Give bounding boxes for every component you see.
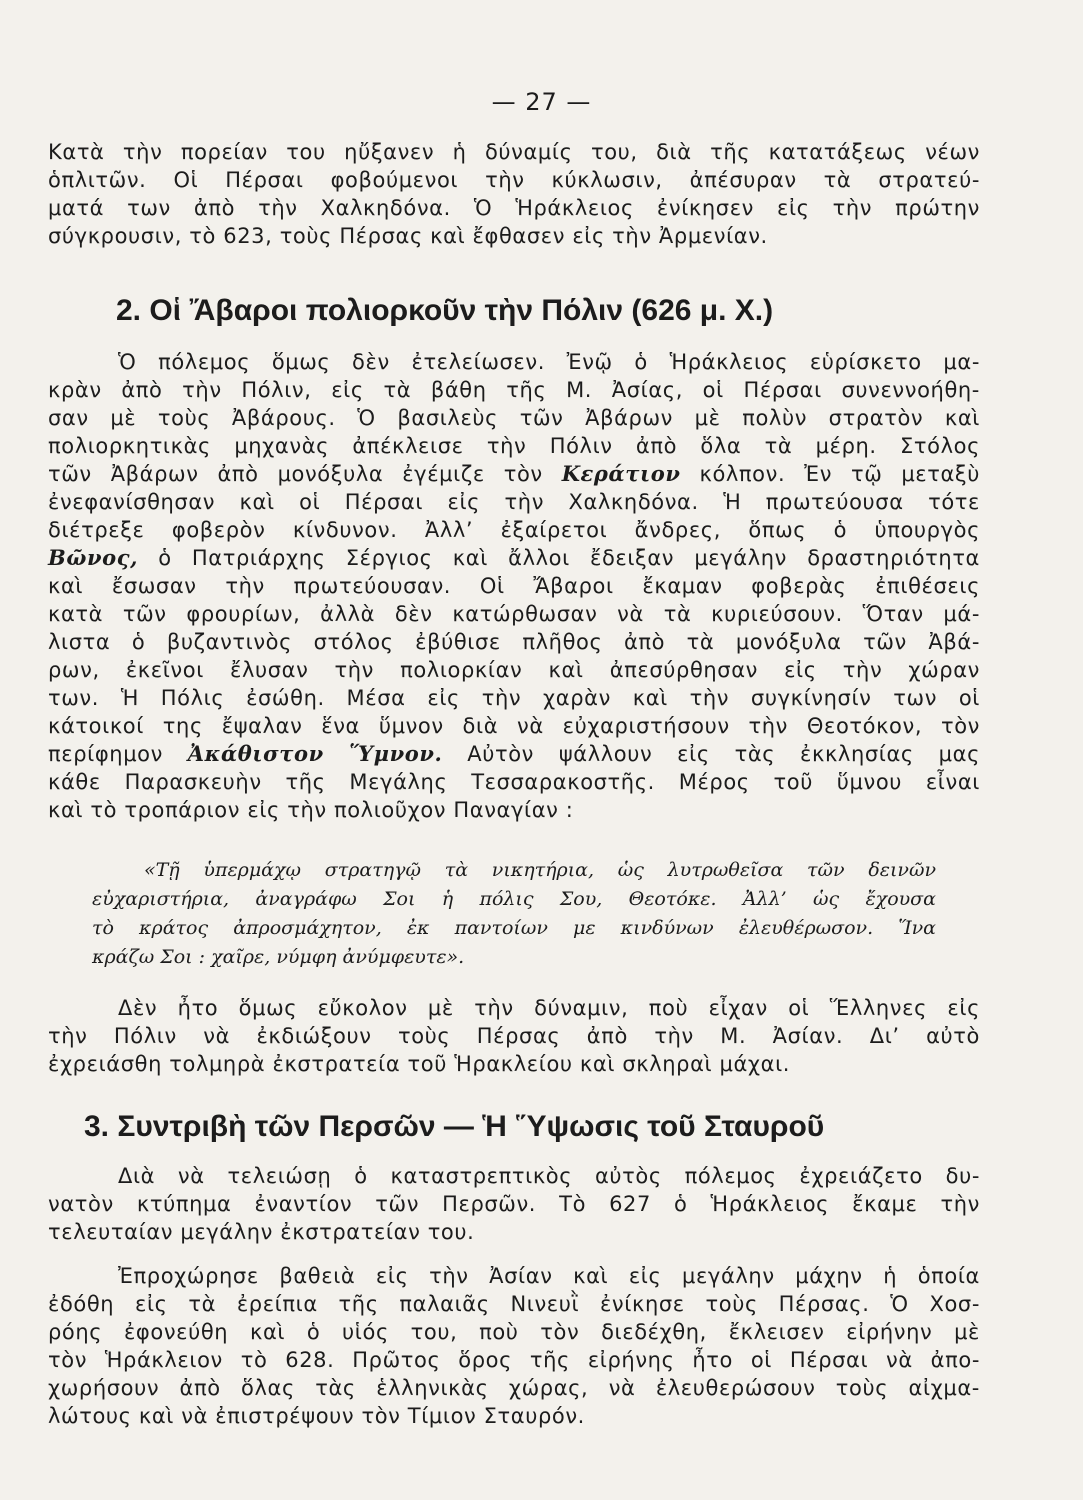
quote-line: κράζω Σοι : χαῖρε, νύμφη ἀνύμφευτε». (92, 946, 465, 968)
text-line: ἐχρειάσθη τολμηρὰ ἐκστρατεία τοῦ Ἡρακλείου καὶ σκληραὶ μάχαι. (48, 1052, 791, 1076)
text-line: ρων, ἐκεῖνοι ἔλυσαν τὴν πολιορκίαν καὶ ἀπεσύρθησαν εἰς τὴν χώραν (48, 658, 980, 682)
text-line: Ἐπροχώρησε βαθειὰ εἰς τὴν Ἀσίαν καὶ εἰς μεγάλην μάχην ἡ ὁποία (118, 1264, 980, 1288)
text-line: κατὰ τῶν φρουρίων, ἀλλὰ δὲν κατώρθωσαν νὰ τὰ κυριεύσουν. Ὅταν μά- (48, 602, 980, 626)
section-3-paragraph-2 (48, 1262, 980, 1430)
text-line: ἐδόθη εἰς τὰ ἐρείπια τῆς παλαιᾶς Νινευῒ ἐνίκησε τοὺς Πέρσας. Ὁ Χοσ- (48, 1292, 980, 1316)
text-line: κάτοικοί της ἔψαλαν ἕνα ὕμνον διὰ νὰ εὐχαριστήσουν τὴν Θεοτόκον, τὸν (48, 714, 980, 738)
text-line: ὁπλιτῶν. Οἱ Πέρσαι φοβούμενοι τὴν κύκλωσιν, ἀπέσυραν τὰ στρατεύ- (48, 168, 980, 192)
text-line: ματά των ἀπὸ τὴν Χαλκηδόνα. Ὁ Ἡράκλειος ἐνίκησεν εἰς τὴν πρώτην (48, 196, 980, 220)
text-line: χωρήσουν ἀπὸ ὅλας τὰς ἑλληνικὰς χώρας, νὰ ἐλευθερώσουν τοὺς αἰχμα- (48, 1376, 980, 1400)
text-line-with-emphasis (48, 460, 980, 488)
text-line: τὴν Πόλιν νὰ ἐκδιώξουν τοὺς Πέρσας ἀπὸ τὴν Μ. Ἀσίαν. Δι’ αὐτὸ (48, 1024, 980, 1048)
text-line: Κατὰ τὴν πορείαν του ηὔξανεν ἡ δύναμίς του, διὰ τῆς κατατάξεως νέων (48, 140, 980, 164)
text-line-with-emphasis (48, 544, 980, 572)
text-line: νατὸν κτύπημα ἐναντίον τῶν Περσῶν. Τὸ 627 ὁ Ἡράκλειος ἔκαμε τὴν (48, 1192, 980, 1216)
text-line: των. Ἡ Πόλις ἐσώθη. Μέσα εἰς τὴν χαρὰν καὶ τὴν συγκίνησίν των οἱ (48, 686, 980, 710)
section-3-paragraph-1 (48, 1162, 980, 1246)
text-line: σύγκρουσιν, τὸ 623, τοὺς Πέρσας καὶ ἔφθασεν εἰς τὴν Ἀρμενίαν. (48, 224, 768, 248)
line-text: κόλπον. Ἐν τῷ μεταξὺ (680, 462, 980, 486)
hymn-quote (92, 856, 936, 972)
text-line-with-emphasis (48, 740, 980, 768)
text-line: διέτρεξε φοβερὸν κίνδυνον. Ἀλλ’ ἐξαίρετοι ἄνδρες, ὅπως ὁ ὑπουργὸς (48, 518, 980, 542)
text-line: τὸν Ἡράκλειον τὸ 628. Πρῶτος ὅρος τῆς εἰρήνης ἦτο οἱ Πέρσαι νὰ ἀπο- (48, 1348, 980, 1372)
line-text: τῶν Ἀβάρων ἀπὸ μονόξυλα ἐγέμιζε τὸν (48, 462, 562, 486)
text-line: λώτους καὶ νὰ ἐπιστρέψουν τὸν Τίμιον Σταυρόν. (48, 1404, 585, 1428)
section-2-paragraph-1 (48, 348, 980, 824)
emphasis-bonos: Βῶνος, (48, 545, 139, 570)
intro-paragraph (48, 138, 980, 250)
text-line: Διὰ νὰ τελειώσῃ ὁ καταστρεπτικὸς αὐτὸς πόλεμος ἐχρειάζετο δυ- (118, 1164, 980, 1188)
section-3-heading: 3. Συντριβὴ τῶν Περσῶν — Ἡ Ὕψωσις τοῦ Σταυροῦ (84, 1110, 825, 1143)
line-text: ὁ Πατριάρχης Σέργιος καὶ ἄλλοι ἔδειξαν μεγάλην δραστηριότητα (138, 546, 980, 570)
section-2-heading: 2. Οἱ Ἄβαροι πολιορκοῦν τὴν Πόλιν (626 μ. Χ.) (116, 294, 774, 327)
text-line: κάθε Παρασκευὴν τῆς Μεγάλης Τεσσαρακοστῆς. Μέρος τοῦ ὕμνου εἶναι (48, 770, 980, 794)
text-line: ρόης ἐφονεύθη καὶ ὁ υἱός του, ποὺ τὸν διεδέχθη, ἔκλεισεν εἰρήνην μὲ (48, 1320, 980, 1344)
text-line: λιστα ὁ βυζαντινὸς στόλος ἐβύθισε πλῆθος ἀπὸ τὰ μονόξυλα τῶν Ἀβά- (48, 630, 980, 654)
quote-line: τὸ κράτος ἀπροσμάχητον, ἐκ παντοίων με κινδύνων ἐλευθέρωσον. Ἵνα (92, 917, 936, 939)
text-line: κρὰν ἀπὸ τὴν Πόλιν, εἰς τὰ βάθη τῆς Μ. Ἀσίας, οἱ Πέρσαι συνεννοήθη- (48, 378, 980, 402)
emphasis-keratios: Κεράτιον (561, 461, 681, 486)
page-number: — 27 — (491, 88, 592, 116)
text-line: καὶ τὸ τροπάριον εἰς τὴν πολιοῦχον Παναγίαν : (48, 798, 574, 822)
text-line: Ὁ πόλεμος ὅμως δὲν ἐτελείωσεν. Ἐνῷ ὁ Ἡράκλειος εὑρίσκετο μα- (118, 350, 980, 374)
line-text: Αὐτὸν ψάλλουν εἰς τὰς ἐκκλησίας μας (442, 742, 981, 766)
quote-line: «Τῇ ὑπερμάχῳ στρατηγῷ τὰ νικητήρια, ὡς λυτρωθεῖσα τῶν δεινῶν (144, 859, 936, 881)
text-line: σαν μὲ τοὺς Ἀβάρους. Ὁ βασιλεὺς τῶν Ἀβάρων μὲ πολὺν στρατὸν καὶ (48, 406, 980, 430)
quote-line: εὐχαριστήρια, ἀναγράφω Σοι ἡ πόλις Σου, Θεοτόκε. Ἀλλ’ ὡς ἔχουσα (92, 888, 936, 910)
emphasis-akathistos: Ἀκάθιστον Ὕμνον. (187, 741, 443, 766)
text-line: καὶ ἔσωσαν τὴν πρωτεύουσαν. Οἱ Ἄβαροι ἔκαμαν φοβερὰς ἐπιθέσεις (48, 574, 980, 598)
text-line: Δὲν ἦτο ὅμως εὔκολον μὲ τὴν δύναμιν, ποὺ εἶχαν οἱ Ἕλληνες εἰς (118, 996, 980, 1020)
text-line: ἐνεφανίσθησαν καὶ οἱ Πέρσαι εἰς τὴν Χαλκηδόνα. Ἡ πρωτεύουσα τότε (48, 490, 980, 514)
text-line: τελευταίαν μεγάλην ἐκστρατείαν του. (48, 1220, 475, 1244)
text-line: πολιορκητικὰς μηχανὰς ἀπέκλεισε τὴν Πόλιν ἀπὸ ὅλα τὰ μέρη. Στόλος (48, 434, 980, 458)
line-text: περίφημον (48, 742, 188, 766)
section-2-paragraph-2 (48, 994, 980, 1078)
